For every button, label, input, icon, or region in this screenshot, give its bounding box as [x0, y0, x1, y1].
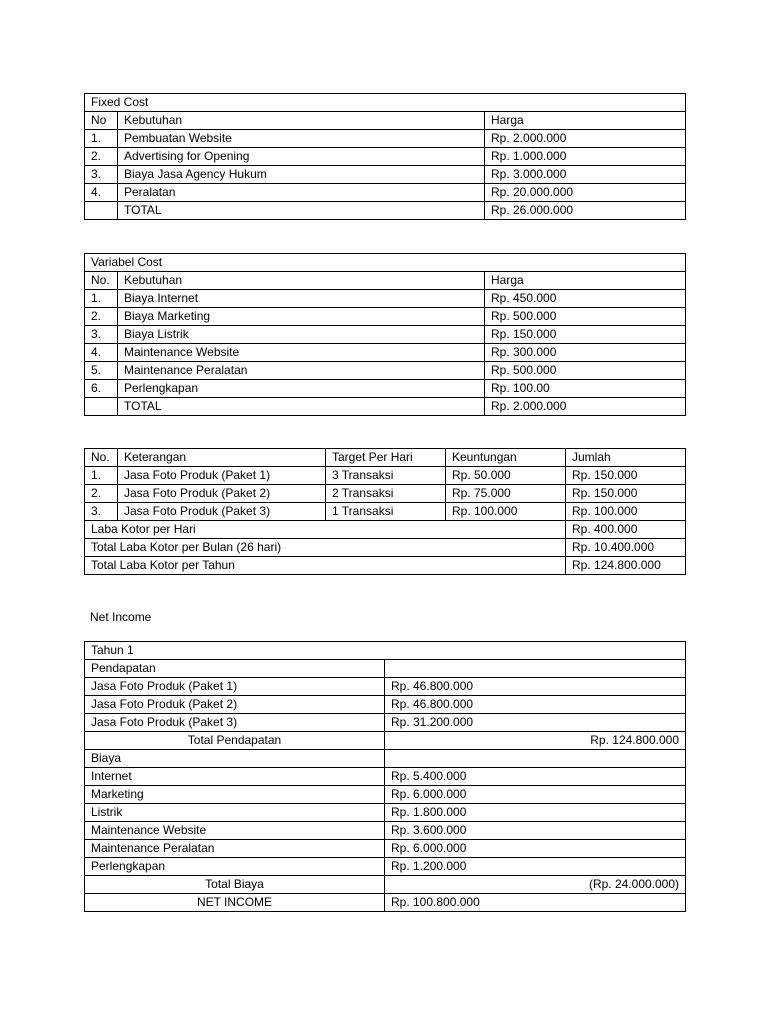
cost-item-value: Rp. 6.000.000	[385, 840, 686, 858]
total-revenue-label: Total Pendapatan	[85, 732, 385, 750]
table-total-row	[85, 202, 686, 220]
net-income-heading: Net Income	[90, 610, 152, 624]
summary-label: Total Laba Kotor per Bulan (26 hari)	[85, 539, 566, 557]
summary-row	[85, 539, 686, 557]
cost-item-label: Listrik	[85, 804, 385, 822]
variable-cost-title: Variabel Cost	[85, 254, 686, 272]
row-target: 3 Transaksi	[326, 467, 446, 485]
summary-value: Rp. 400.000	[566, 521, 686, 539]
cost-item-label: Maintenance Website	[85, 822, 385, 840]
revenue-item-label: Jasa Foto Produk (Paket 2)	[85, 696, 385, 714]
cost-item-label: Marketing	[85, 786, 385, 804]
row-price: Rp. 450.000	[485, 290, 686, 308]
total-label: TOTAL	[118, 202, 485, 220]
table-row	[85, 485, 686, 503]
total-label: TOTAL	[118, 398, 485, 416]
total-revenue-value: Rp. 124.800.000	[385, 732, 686, 750]
row-item: Pembuatan Website	[118, 130, 485, 148]
row-profit: Rp. 75.000	[446, 485, 566, 503]
revenue-item-value: Rp. 46.800.000	[385, 696, 686, 714]
row-no: 1.	[85, 290, 118, 308]
cost-section-label: Biaya	[85, 750, 385, 768]
header-price: Harga	[485, 112, 686, 130]
table-row	[85, 696, 686, 714]
row-price: Rp. 1.000.000	[485, 148, 686, 166]
summary-label: Total Laba Kotor per Tahun	[85, 557, 566, 575]
table-row	[85, 714, 686, 732]
empty-cell	[385, 660, 686, 678]
row-profit: Rp. 100.000	[446, 503, 566, 521]
row-no: 1.	[85, 130, 118, 148]
table-row	[85, 858, 686, 876]
total-cost-label: Total Biaya	[85, 876, 385, 894]
row-description: Jasa Foto Produk (Paket 2)	[118, 485, 326, 503]
summary-value: Rp. 124.800.000	[566, 557, 686, 575]
row-price: Rp. 2.000.000	[485, 130, 686, 148]
row-no: 4.	[85, 344, 118, 362]
row-amount: Rp. 150.000	[566, 467, 686, 485]
row-no: 3.	[85, 166, 118, 184]
table-row	[85, 467, 686, 485]
row-item: Perlengkapan	[118, 380, 485, 398]
row-item: Maintenance Peralatan	[118, 362, 485, 380]
variable-cost-table	[84, 253, 686, 416]
revenue-section-label: Pendapatan	[85, 660, 385, 678]
year-label: Tahun 1	[85, 642, 686, 660]
cost-item-value: Rp. 5.400.000	[385, 768, 686, 786]
row-price: Rp. 20.000.000	[485, 184, 686, 202]
row-no: 1.	[85, 467, 118, 485]
net-income-label: NET INCOME	[85, 894, 385, 912]
summary-label: Laba Kotor per Hari	[85, 521, 566, 539]
table-row	[85, 290, 686, 308]
table-title-row	[85, 642, 686, 660]
cost-item-label: Internet	[85, 768, 385, 786]
row-no: 5.	[85, 362, 118, 380]
summary-row	[85, 521, 686, 539]
row-description: Jasa Foto Produk (Paket 3)	[118, 503, 326, 521]
table-header-row	[85, 272, 686, 290]
row-amount: Rp. 100.000	[566, 503, 686, 521]
cost-item-label: Perlengkapan	[85, 858, 385, 876]
row-amount: Rp. 150.000	[566, 485, 686, 503]
header-no: No.	[85, 449, 118, 467]
cost-item-value: Rp. 1.200.000	[385, 858, 686, 876]
row-no-empty	[85, 398, 118, 416]
header-item: Kebutuhan	[118, 112, 485, 130]
row-item: Maintenance Website	[118, 344, 485, 362]
row-price: Rp. 500.000	[485, 362, 686, 380]
row-profit: Rp. 50.000	[446, 467, 566, 485]
table-row	[85, 308, 686, 326]
table-row	[85, 362, 686, 380]
empty-cell	[385, 750, 686, 768]
row-target: 2 Transaksi	[326, 485, 446, 503]
total-value: Rp. 2.000.000	[485, 398, 686, 416]
fixed-cost-table	[84, 93, 686, 220]
row-no: 2.	[85, 308, 118, 326]
row-description: Jasa Foto Produk (Paket 1)	[118, 467, 326, 485]
header-profit: Keuntungan	[446, 449, 566, 467]
table-row	[85, 678, 686, 696]
row-target: 1 Transaksi	[326, 503, 446, 521]
table-row	[85, 503, 686, 521]
table-header-row	[85, 449, 686, 467]
row-no: 3.	[85, 326, 118, 344]
cost-item-value: Rp. 6.000.000	[385, 786, 686, 804]
section-row	[85, 750, 686, 768]
section-row	[85, 660, 686, 678]
cost-item-value: Rp. 1.800.000	[385, 804, 686, 822]
header-description: Keterangan	[118, 449, 326, 467]
table-row	[85, 130, 686, 148]
header-item: Kebutuhan	[118, 272, 485, 290]
table-row	[85, 148, 686, 166]
row-item: Biaya Listrik	[118, 326, 485, 344]
summary-row	[85, 557, 686, 575]
table-row	[85, 822, 686, 840]
total-cost-value: (Rp. 24.000.000)	[385, 876, 686, 894]
total-value: Rp. 26.000.000	[485, 202, 686, 220]
revenue-item-value: Rp. 46.800.000	[385, 678, 686, 696]
revenue-item-value: Rp. 31.200.000	[385, 714, 686, 732]
header-no: No	[85, 112, 118, 130]
row-item: Biaya Internet	[118, 290, 485, 308]
net-income-table	[84, 641, 686, 912]
table-row	[85, 380, 686, 398]
table-title-row	[85, 254, 686, 272]
row-no: 2.	[85, 148, 118, 166]
table-row	[85, 326, 686, 344]
table-title-row	[85, 94, 686, 112]
row-no: 4.	[85, 184, 118, 202]
net-income-row	[85, 894, 686, 912]
table-row	[85, 804, 686, 822]
row-item: Peralatan	[118, 184, 485, 202]
row-price: Rp. 150.000	[485, 326, 686, 344]
gross-profit-table	[84, 448, 686, 575]
table-total-row	[85, 398, 686, 416]
row-price: Rp. 300.000	[485, 344, 686, 362]
row-price: Rp. 100.00	[485, 380, 686, 398]
row-no: 6.	[85, 380, 118, 398]
revenue-item-label: Jasa Foto Produk (Paket 3)	[85, 714, 385, 732]
table-row	[85, 840, 686, 858]
row-price: Rp. 3.000.000	[485, 166, 686, 184]
row-item: Biaya Marketing	[118, 308, 485, 326]
row-no: 2.	[85, 485, 118, 503]
summary-value: Rp. 10.400.000	[566, 539, 686, 557]
header-price: Harga	[485, 272, 686, 290]
cost-item-value: Rp. 3.600.000	[385, 822, 686, 840]
table-row	[85, 344, 686, 362]
total-revenue-row	[85, 732, 686, 750]
row-price: Rp. 500.000	[485, 308, 686, 326]
table-header-row	[85, 112, 686, 130]
fixed-cost-title: Fixed Cost	[85, 94, 686, 112]
row-item: Advertising for Opening	[118, 148, 485, 166]
revenue-item-label: Jasa Foto Produk (Paket 1)	[85, 678, 385, 696]
row-no: 3.	[85, 503, 118, 521]
table-row	[85, 166, 686, 184]
header-target: Target Per Hari	[326, 449, 446, 467]
row-no-empty	[85, 202, 118, 220]
table-row	[85, 768, 686, 786]
header-amount: Jumlah	[566, 449, 686, 467]
row-item: Biaya Jasa Agency Hukum	[118, 166, 485, 184]
net-income-value: Rp. 100.800.000	[385, 894, 686, 912]
total-cost-row	[85, 876, 686, 894]
table-row	[85, 184, 686, 202]
table-row	[85, 786, 686, 804]
cost-item-label: Maintenance Peralatan	[85, 840, 385, 858]
header-no: No.	[85, 272, 118, 290]
